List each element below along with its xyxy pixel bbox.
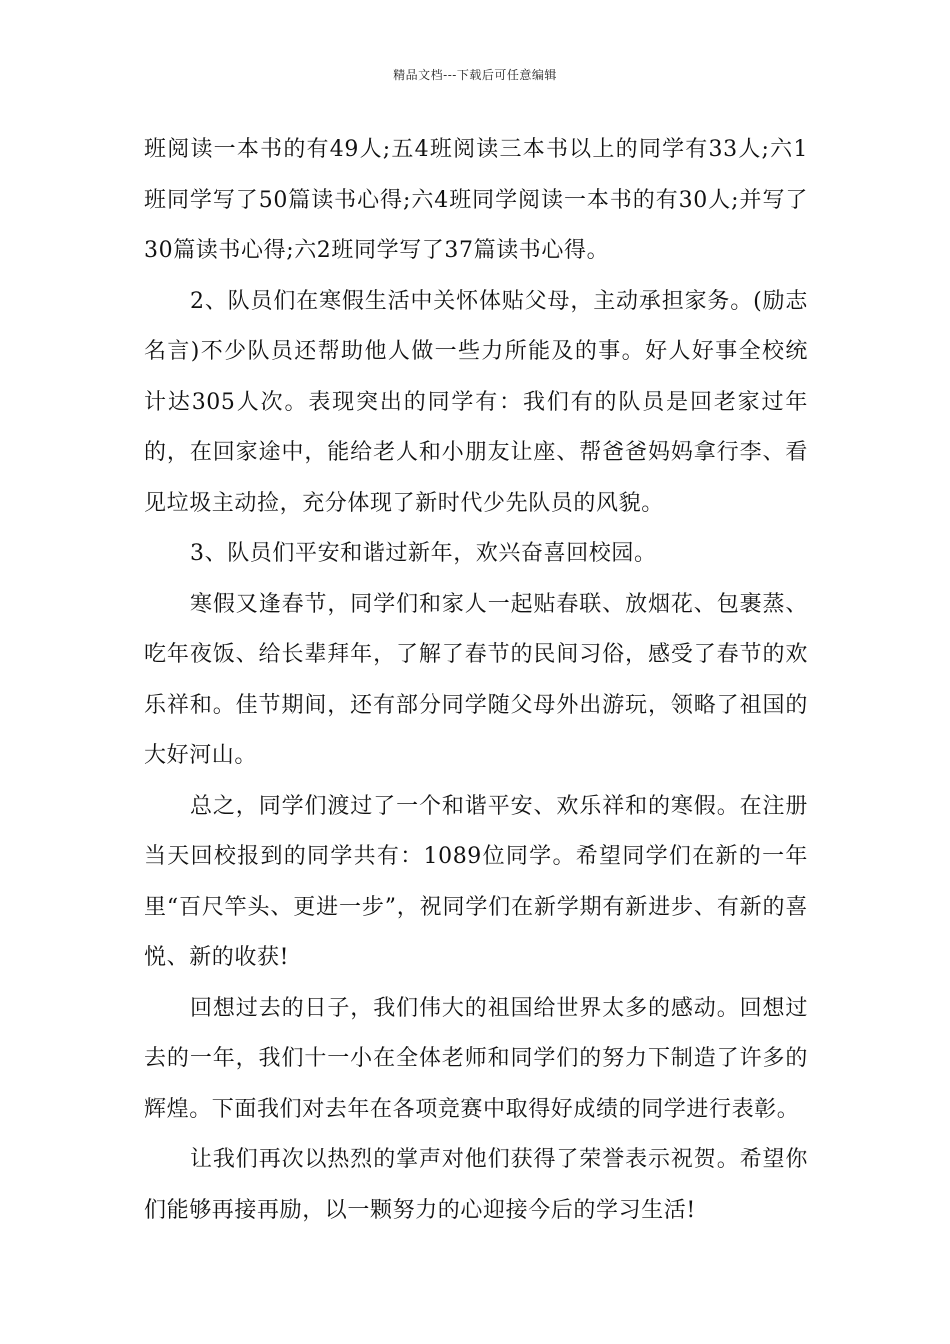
paragraph-2: 2、队员们在寒假生活中关怀体贴父母，主动承担家务。(励志名言)不少队员还帮助他人做一些力所能及的事。好人好事全校统计达305人次。表现突出的同学有：我们有的队员是回老家过年的，在回家途中，能给老人和小朋友让座、帮爸爸妈妈拿行李、看见垃圾主动捡，充分体现了新时代少先队员的风貌。 — [144, 288, 808, 516]
paragraph-7: 让我们再次以热烈的掌声对他们获得了荣誉表示祝贺。希望你们能够再接再励，以一颗努力的心迎接今后的学习生活! — [144, 1147, 808, 1223]
document-body — [144, 125, 808, 1236]
paragraph-3: 3、队员们平安和谐过新年，欢兴奋喜回校园。 — [190, 541, 657, 566]
paragraph-6: 回想过去的日子，我们伟大的祖国给世界太多的感动。回想过去的一年，我们十一小在全体老师和同学们的努力下制造了许多的辉煌。下面我们对去年在各项竞赛中取得好成绩的同学进行表彰。 — [144, 995, 808, 1122]
paragraph-1: 班阅读一本书的有49人;五4班阅读三本书以上的同学有33人;六1班同学写了50篇读书心得;六4班同学阅读一本书的有30人;并写了30篇读书心得;六2班同学写了37篇读书心得。 — [144, 137, 808, 263]
paragraph-5: 总之，同学们渡过了一个和谐平安、欢乐祥和的寒假。在注册当天回校报到的同学共有：1089位同学。希望同学们在新的一年里“百尺竿头、更进一步”，祝同学们在新学期有新进步、有新的喜悦、新的收获! — [144, 793, 808, 970]
page-header: 精品文档---下载后可任意编辑 — [393, 68, 557, 82]
paragraph-4: 寒假又逢春节，同学们和家人一起贴春联、放烟花、包裹蒸、吃年夜饭、给长辈拜年，了解了春节的民间习俗，感受了春节的欢乐祥和。佳节期间，还有部分同学随父母外出游玩，领略了祖国的大好河山。 — [144, 591, 808, 768]
